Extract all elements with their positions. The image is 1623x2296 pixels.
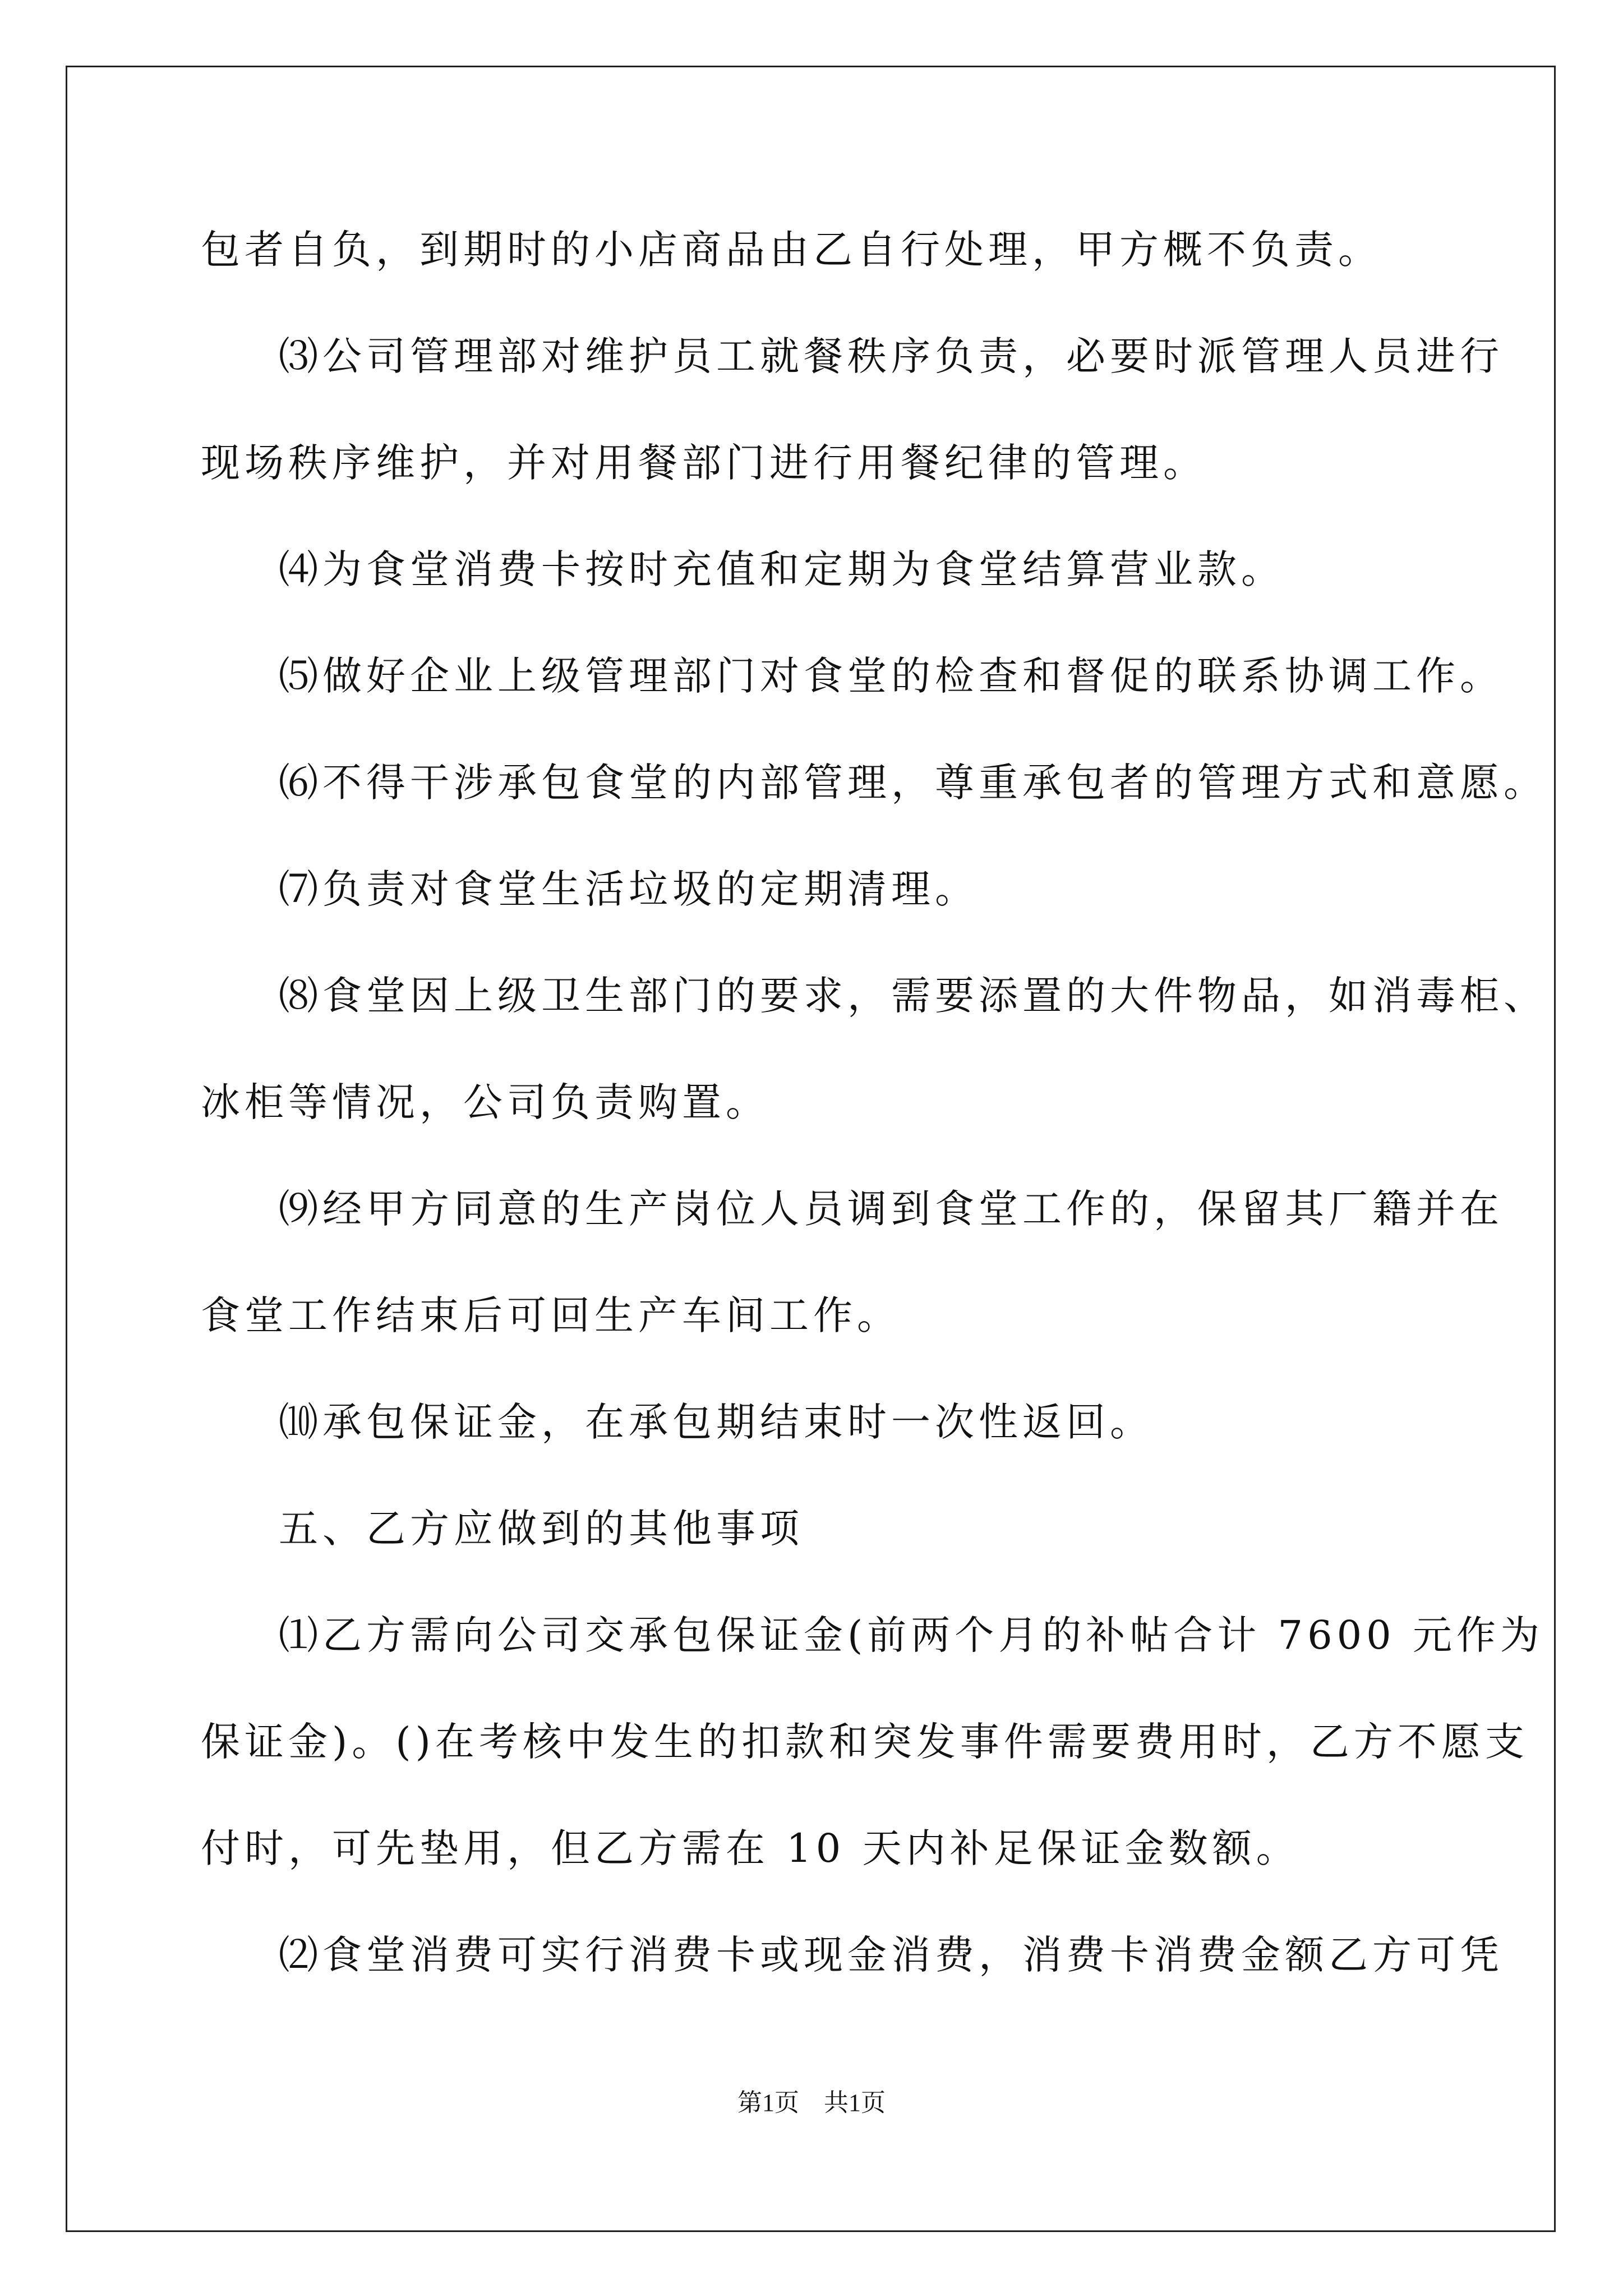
- body-line-4: ⑷为食堂消费卡按时充值和定期为食堂结算营业款。: [279, 546, 1285, 592]
- body-line-12: ⑽承包保证金，在承包期结束时一次性返回。: [279, 1399, 1154, 1445]
- body-line-7: ⑺负责对食堂生活垃圾的定期清理。: [279, 866, 979, 912]
- body-line-11: 食堂工作结束后可回生产车间工作。: [201, 1292, 901, 1338]
- page-footer: 第1页 共1页: [737, 2089, 886, 2116]
- body-line-3: 现场秩序维护，并对用餐部门进行用餐纪律的管理。: [201, 440, 1207, 486]
- body-line-10: ⑼经甲方同意的生产岗位人员调到食堂工作的，保留其厂籍并在: [279, 1186, 1504, 1232]
- body-line-8: ⑻食堂因上级卫生部门的要求，需要添置的大件物品，如消毒柜、: [279, 973, 1547, 1019]
- body-line-9: 冰柜等情况，公司负责购置。: [201, 1079, 769, 1125]
- body-line-6: ⑹不得干涉承包食堂的内部管理，尊重承包者的管理方式和意愿。: [279, 760, 1547, 806]
- body-line-5: ⑸做好企业上级管理部门对食堂的检查和督促的联系协调工作。: [279, 653, 1504, 699]
- body-line-17: ⑵食堂消费可实行消费卡或现金消费，消费卡消费金额乙方可凭: [279, 1932, 1504, 1978]
- body-line-1: 包者自负，到期时的小店商品由乙自行处理，甲方概不负责。: [201, 227, 1382, 273]
- body-line-14: ⑴乙方需向公司交承包保证金(前两个月的补帖合计 7600 元作为: [279, 1612, 1544, 1658]
- body-line-2: ⑶公司管理部对维护员工就餐秩序负责，必要时派管理人员进行: [279, 333, 1504, 379]
- body-line-15: 保证金)。()在考核中发生的扣款和突发事件需要费用时，乙方不愿支: [201, 1719, 1529, 1765]
- section-heading: 五、乙方应做到的其他事项: [279, 1506, 804, 1552]
- body-line-16: 付时，可先垫用，但乙方需在 10 天内补足保证金数额。: [201, 1825, 1300, 1871]
- page-border: [66, 66, 1556, 2232]
